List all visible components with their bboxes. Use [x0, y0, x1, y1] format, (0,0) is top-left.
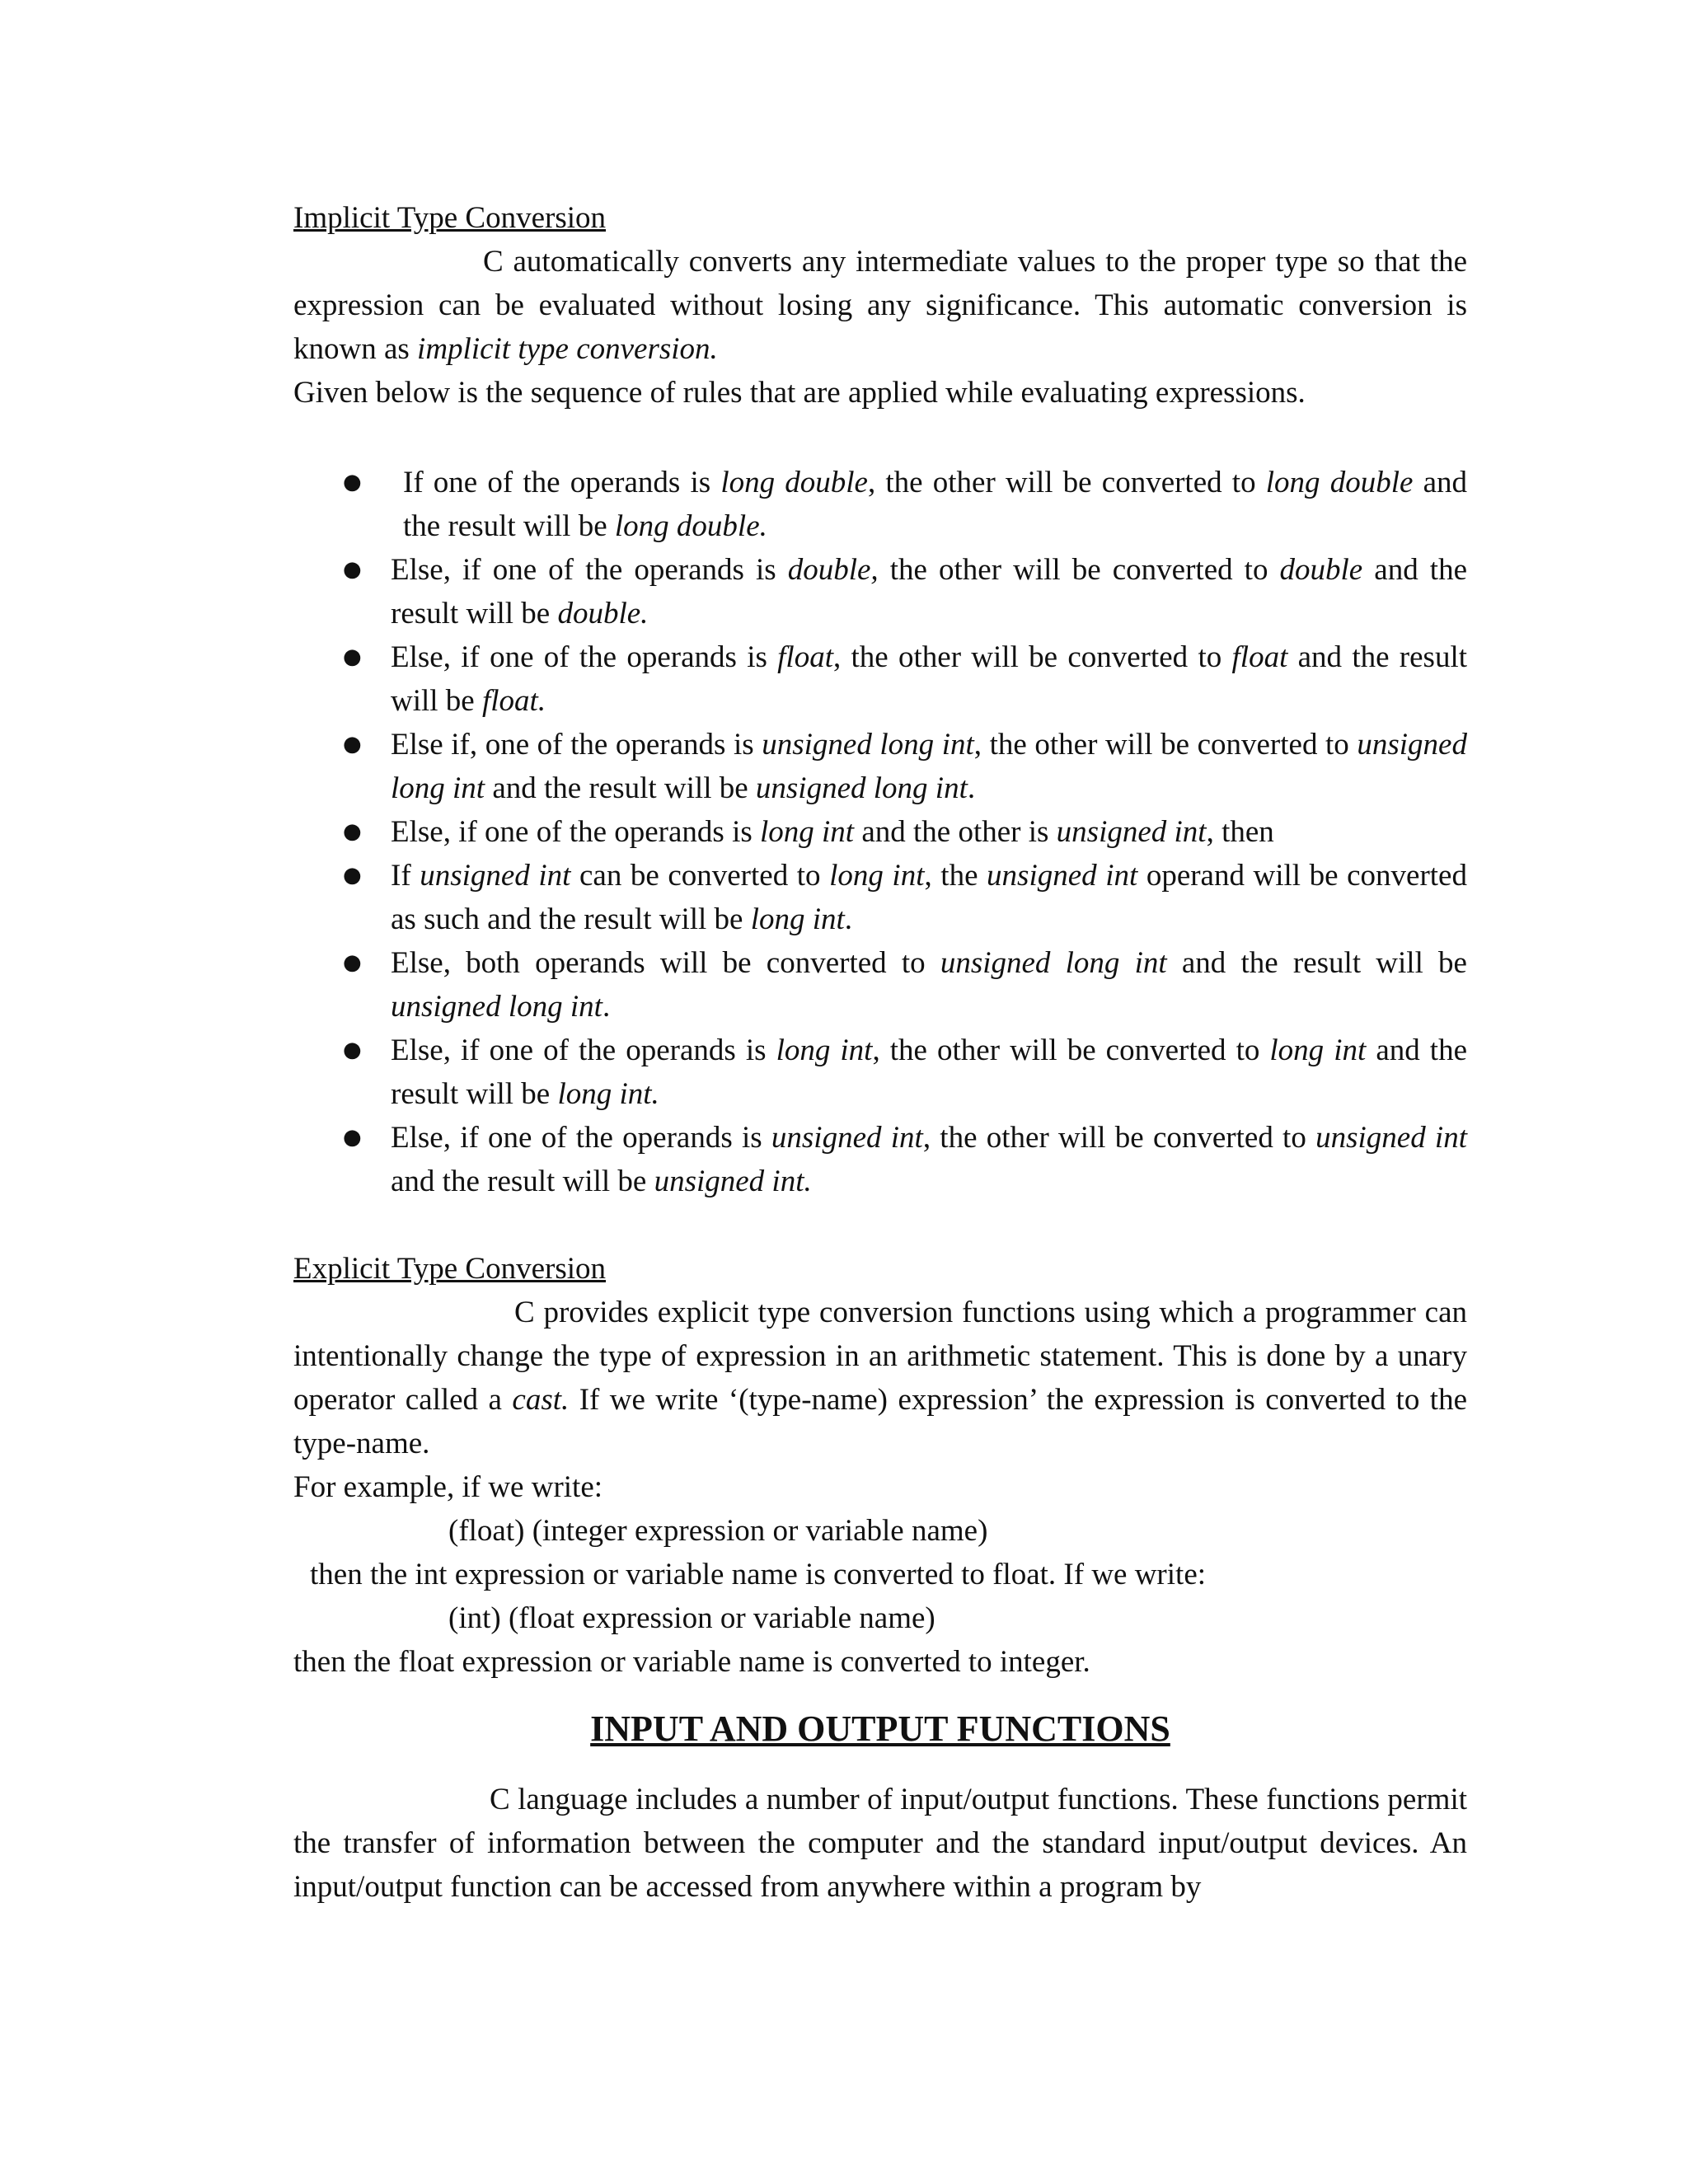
document-page	[293, 196, 1467, 1909]
implicit-heading: Implicit Type Conversion	[293, 201, 607, 235]
example-lead: For example, if we write:	[293, 1470, 603, 1504]
cast-example-int: (int) (float expression or variable name)	[448, 1601, 935, 1635]
list-item: ● Else, if one of the operands is unsigned int, the other will be converted to unsigned int and the result will be unsigned int.	[293, 1116, 1467, 1203]
cast-example-float: (float) (integer expression or variable name)	[448, 1514, 988, 1548]
bullet-icon: ●	[343, 557, 362, 582]
bullet-icon: ●	[343, 1038, 362, 1062]
cast-explanation-float: then the int expression or variable name is converted to float. If we write:	[310, 1558, 1207, 1591]
cast-explanation-int: then the float expression or variable name is converted to integer.	[293, 1645, 1090, 1679]
implicit-intro-term: implicit type conversion.	[417, 332, 718, 366]
bullet-icon: ●	[343, 732, 362, 757]
explicit-intro-text: C provides explicit type conversion functions using which a programmer can intentionally change the type of expression in an arithmetic statement. This is done by a unary operator called a	[293, 1296, 1467, 1417]
implicit-intro-text: C automatically converts any intermediate values to the proper type so that the expression can be evaluated without losing any significance. This automatic conversion is known as	[293, 245, 1467, 366]
list-item: ● Else if, one of the operands is unsigned long int, the other will be converted to unsigned long int and the result will be unsigned long int.	[293, 723, 1467, 810]
io-paragraph: C language includes a number of input/output functions. These functions permit the transfer of information between the computer and the standard input/output devices. An input/output function can be accessed from anywhere within a program by	[293, 1783, 1467, 1904]
implicit-intro	[293, 240, 1467, 371]
list-item: ● Else, if one of the operands is float, the other will be converted to float and the result will be float.	[293, 635, 1467, 723]
bullet-icon: ●	[343, 470, 362, 494]
list-item: ● Else, if one of the operands is double, the other will be converted to double and the result will be double.	[293, 548, 1467, 635]
section-title: INPUT AND OUTPUT FUNCTIONS	[590, 1708, 1170, 1749]
rules-lead: Given below is the sequence of rules that are applied while evaluating expressions.	[293, 376, 1306, 410]
list-item: ● If unsigned int can be converted to long int, the unsigned int operand will be converted as such and the result will be long int.	[293, 854, 1467, 941]
explicit-intro-tail: If we write ‘(type-name) expression’ the expression is converted to the type-name.	[293, 1383, 1467, 1460]
bullet-icon: ●	[343, 644, 362, 669]
bullet-icon: ●	[343, 863, 362, 888]
conversion-rules-list	[293, 461, 1467, 1203]
list-item: ● If one of the operands is long double, the other will be converted to long double and the result will be long double.	[293, 461, 1467, 548]
explicit-intro	[293, 1291, 1467, 1465]
explicit-heading: Explicit Type Conversion	[293, 1252, 607, 1286]
list-item: ● Else, if one of the operands is long int and the other is unsigned int, then	[293, 810, 1467, 854]
list-item: ● Else, both operands will be converted to unsigned long int and the result will be unsigned long int.	[293, 941, 1467, 1029]
bullet-icon: ●	[343, 1125, 362, 1150]
bullet-icon: ●	[343, 819, 362, 844]
list-item: ● Else, if one of the operands is long int, the other will be converted to long int and the result will be long int.	[293, 1029, 1467, 1116]
bullet-icon: ●	[343, 950, 362, 975]
explicit-intro-term: cast.	[512, 1383, 570, 1417]
